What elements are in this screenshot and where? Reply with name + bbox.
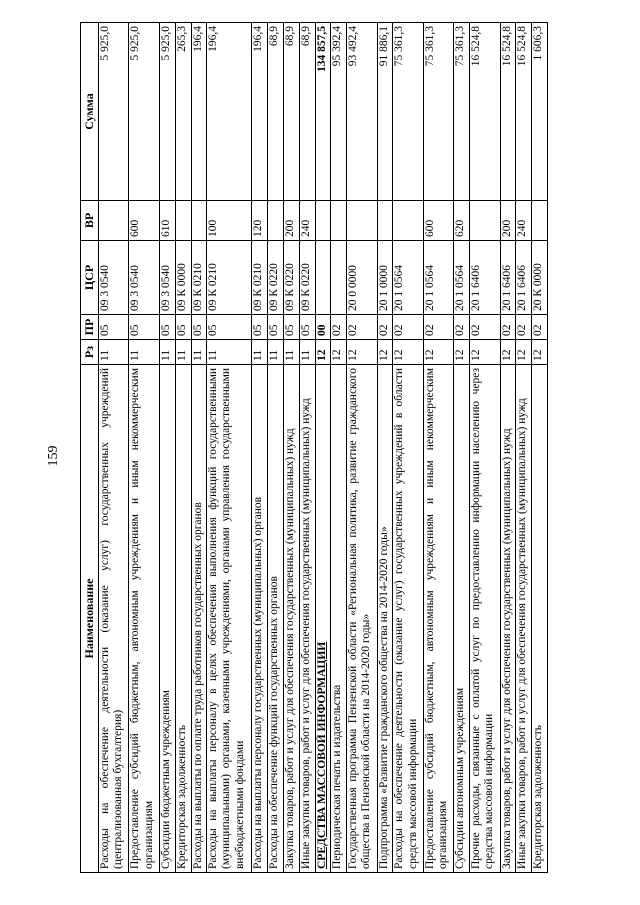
- cell-csr: 20 К 0000: [532, 241, 548, 315]
- cell-name: Закупка товаров, работ и услуг для обеспечения государственных (муниципальных) нужд: [500, 365, 516, 873]
- table-row: [516, 23, 532, 873]
- cell-sum: 196,4: [252, 23, 268, 201]
- cell-name: Иные закупки товаров, работ и услуг для обеспечения государственных (муниципальных) нужд: [516, 365, 532, 873]
- table-row: [500, 23, 516, 873]
- cell-pr: 02: [532, 315, 548, 340]
- cell-csr: 09 К 0210: [207, 241, 252, 315]
- cell-name: Субсидии автономным учреждениям: [454, 365, 470, 873]
- cell-sum: 1 606,3: [532, 23, 548, 201]
- cell-csr: 20 0 0000: [347, 241, 377, 315]
- cell-rz: 11: [299, 340, 315, 365]
- cell-name: Прочие расходы, связанные с оплатой услуг по предоставлению информации населению через средства массовой информации: [470, 365, 500, 873]
- cell-csr: 09 К 0210: [252, 241, 268, 315]
- cell-vr: 100: [207, 201, 252, 241]
- cell-rz: 12: [331, 340, 347, 365]
- cell-csr: 09 К 0220: [268, 241, 284, 315]
- table-row: [207, 23, 252, 873]
- cell-sum: 68,9: [284, 23, 300, 201]
- header-pr: ПР: [81, 315, 99, 340]
- cell-vr: [175, 201, 191, 241]
- cell-sum: 16 524,8: [516, 23, 532, 201]
- cell-vr: [315, 201, 331, 241]
- table-row: [99, 23, 129, 873]
- cell-vr: 610: [159, 201, 175, 241]
- cell-csr: [331, 241, 347, 315]
- cell-sum: 196,4: [191, 23, 207, 201]
- cell-rz: 11: [175, 340, 191, 365]
- cell-csr: 20 1 0564: [454, 241, 470, 315]
- cell-csr: 20 1 0564: [423, 241, 453, 315]
- table-row: [331, 23, 347, 873]
- cell-sum: 134 857,5: [315, 23, 331, 201]
- header-rz: Рз: [81, 340, 99, 365]
- cell-name: СРЕДСТВА МАССОВОЙ ИНФОРМАЦИИ: [315, 365, 331, 873]
- cell-vr: [268, 201, 284, 241]
- cell-pr: 05: [207, 315, 252, 340]
- table-row: [299, 23, 315, 873]
- cell-pr: 02: [454, 315, 470, 340]
- cell-vr: 200: [284, 201, 300, 241]
- cell-rz: 12: [377, 340, 393, 365]
- cell-csr: 09 3 0540: [129, 241, 159, 315]
- cell-name: Периодическая печать и издательства: [331, 365, 347, 873]
- table-row: [175, 23, 191, 873]
- cell-pr: 02: [516, 315, 532, 340]
- cell-sum: 5 925,0: [129, 23, 159, 201]
- cell-vr: 600: [423, 201, 453, 241]
- cell-pr: 02: [423, 315, 453, 340]
- cell-rz: 12: [454, 340, 470, 365]
- cell-csr: 20 1 6406: [500, 241, 516, 315]
- cell-csr: 09 К 0220: [284, 241, 300, 315]
- cell-rz: 12: [315, 340, 331, 365]
- cell-csr: 09 3 0540: [99, 241, 129, 315]
- cell-sum: 265,3: [175, 23, 191, 201]
- cell-sum: 68,9: [299, 23, 315, 201]
- cell-rz: 12: [532, 340, 548, 365]
- cell-vr: [470, 201, 500, 241]
- table-row: [129, 23, 159, 873]
- cell-vr: [393, 201, 423, 241]
- cell-rz: 11: [99, 340, 129, 365]
- cell-rz: 11: [268, 340, 284, 365]
- cell-sum: 75 361,3: [423, 23, 453, 201]
- cell-sum: 93 492,4: [347, 23, 377, 201]
- cell-name: Подпрограмма «Развитие гражданского общества на 2014-2020 годы»: [377, 365, 393, 873]
- cell-pr: 02: [500, 315, 516, 340]
- cell-pr: 05: [175, 315, 191, 340]
- cell-csr: [315, 241, 331, 315]
- cell-pr: 05: [191, 315, 207, 340]
- cell-csr: 09 К 0220: [299, 241, 315, 315]
- cell-vr: 600: [129, 201, 159, 241]
- cell-csr: 09 3 0540: [159, 241, 175, 315]
- cell-name: Кредиторская задолженность: [532, 365, 548, 873]
- cell-sum: 75 361,3: [454, 23, 470, 201]
- cell-vr: [331, 201, 347, 241]
- cell-pr: 02: [470, 315, 500, 340]
- cell-sum: 91 886,1: [377, 23, 393, 201]
- cell-vr: [347, 201, 377, 241]
- cell-name: Расходы на обеспечение функций государственных органов: [268, 365, 284, 873]
- table-row: [252, 23, 268, 873]
- cell-pr: 00: [315, 315, 331, 340]
- cell-name: Субсидии бюджетным учреждениям: [159, 365, 175, 873]
- header-sum: Сумма: [81, 23, 99, 201]
- cell-sum: 95 392,4: [331, 23, 347, 201]
- cell-pr: 02: [347, 315, 377, 340]
- cell-name: Расходы на обеспечение деятельности (оказание услуг) государственных учреждений в области средств массовой информации: [393, 365, 423, 873]
- cell-vr: 620: [454, 201, 470, 241]
- cell-csr: 20 1 0564: [393, 241, 423, 315]
- cell-name: Государственная программа Пензенской области «Региональная политика, развитие гражданского общества в Пензенской области на 2014-2020 годы»: [347, 365, 377, 873]
- table-row: [159, 23, 175, 873]
- table-row: [315, 23, 331, 873]
- cell-sum: 196,4: [207, 23, 252, 201]
- table-row: [454, 23, 470, 873]
- cell-pr: 05: [268, 315, 284, 340]
- cell-name: Расходы на обеспечение деятельности (оказание услуг) государственных учреждений (централизованная бухгалтерия): [99, 365, 129, 873]
- cell-rz: 11: [129, 340, 159, 365]
- cell-rz: 11: [191, 340, 207, 365]
- cell-rz: 11: [207, 340, 252, 365]
- cell-name: Расходы на выплаты по оплате труда работников государственных органов: [191, 365, 207, 873]
- cell-rz: 12: [393, 340, 423, 365]
- cell-name: Расходы на выплаты персоналу государственных (муниципальных) органов: [252, 365, 268, 873]
- header-vr: ВР: [81, 201, 99, 241]
- cell-sum: 68,9: [268, 23, 284, 201]
- cell-sum: 5 925,0: [159, 23, 175, 201]
- table-header-row: [81, 23, 99, 873]
- table-row: [470, 23, 500, 873]
- cell-rz: 12: [516, 340, 532, 365]
- cell-name: Предоставление субсидий бюджетным, автономным учреждениям и иным некоммерческим организациям: [423, 365, 453, 873]
- table-row: [284, 23, 300, 873]
- cell-csr: 09 К 0000: [175, 241, 191, 315]
- cell-rz: 12: [470, 340, 500, 365]
- cell-vr: [532, 201, 548, 241]
- table-row: [377, 23, 393, 873]
- cell-vr: [99, 201, 129, 241]
- cell-name: Расходы на выплаты персоналу в целях обеспечения выполнения функций государственными (муниципальными) органами, казенными учреждениями, органами управления государственными внебюджетными фондами: [207, 365, 252, 873]
- header-csr: ЦСР: [81, 241, 99, 315]
- cell-pr: 02: [393, 315, 423, 340]
- header-name: Наименование: [81, 365, 99, 873]
- cell-sum: 5 925,0: [99, 23, 129, 201]
- cell-csr: 20 1 0000: [377, 241, 393, 315]
- cell-sum: 16 524,8: [500, 23, 516, 201]
- cell-pr: 05: [252, 315, 268, 340]
- cell-name: Закупка товаров, работ и услуг для обеспечения государственных (муниципальных) нужд: [284, 365, 300, 873]
- cell-vr: 240: [299, 201, 315, 241]
- cell-csr: 20 1 6406: [516, 241, 532, 315]
- page-number: 159: [46, 445, 61, 467]
- cell-name: Предоставление субсидий бюджетным, автономным учреждениям и иным некоммерческим организациям: [129, 365, 159, 873]
- rotated-table-container: [80, 23, 548, 873]
- cell-vr: [377, 201, 393, 241]
- table-row: [268, 23, 284, 873]
- cell-name: Кредиторская задолженность: [175, 365, 191, 873]
- cell-name: Иные закупки товаров, работ и услуг для обеспечения государственных (муниципальных) нужд: [299, 365, 315, 873]
- table-row: [191, 23, 207, 873]
- cell-sum: 75 361,3: [393, 23, 423, 201]
- cell-pr: 05: [159, 315, 175, 340]
- table-row: [423, 23, 453, 873]
- cell-rz: 11: [159, 340, 175, 365]
- cell-pr: 02: [377, 315, 393, 340]
- cell-vr: 200: [500, 201, 516, 241]
- cell-pr: 05: [129, 315, 159, 340]
- table-row: [347, 23, 377, 873]
- cell-vr: 120: [252, 201, 268, 241]
- budget-table: [80, 22, 548, 873]
- cell-pr: 02: [331, 315, 347, 340]
- cell-pr: 05: [284, 315, 300, 340]
- cell-sum: 16 524,8: [470, 23, 500, 201]
- cell-rz: 11: [252, 340, 268, 365]
- cell-vr: [191, 201, 207, 241]
- cell-rz: 12: [347, 340, 377, 365]
- cell-rz: 11: [284, 340, 300, 365]
- cell-vr: 240: [516, 201, 532, 241]
- table-row: [393, 23, 423, 873]
- table-row: [532, 23, 548, 873]
- cell-rz: 12: [423, 340, 453, 365]
- cell-rz: 12: [500, 340, 516, 365]
- cell-csr: 09 К 0210: [191, 241, 207, 315]
- cell-csr: 20 1 6406: [470, 241, 500, 315]
- cell-pr: 05: [299, 315, 315, 340]
- cell-pr: 05: [99, 315, 129, 340]
